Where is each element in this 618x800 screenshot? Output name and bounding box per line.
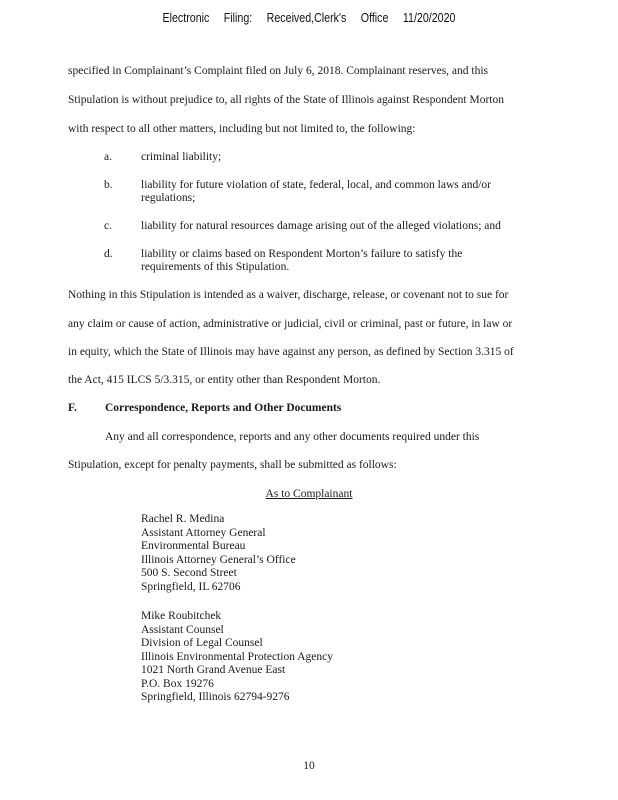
paragraph2-line: the Act, 415 ILCS 5/3.315, or entity other than Respondent Morton. [68,374,381,386]
stamp-filing: Filing: [223,10,253,25]
address-line: Illinois Environmental Protection Agency [141,650,333,663]
address-line: 500 S. Second Street [141,567,237,579]
complainant-heading: As to Complainant [265,488,353,500]
paragraph1-line: Stipulation is without prejudice to, all rights of the State of Illinois against Respondent Morton [68,94,504,106]
address-line: Assistant Counsel [141,623,224,636]
page-number: 10 [303,760,315,772]
section-number: F. [68,402,77,414]
electronic-filing-stamp [56,10,563,25]
address-line: Rachel R. Medina [141,513,225,525]
address-line: Environmental Bureau [141,540,246,552]
address-line: Illinois Attorney General’s Office [141,553,296,566]
list-item-text: liability for future violation of state, federal, local, and common laws and/or regulations; [141,179,492,204]
address-line: Division of Legal Counsel [141,637,263,649]
stamp-received: Received,Clerk's [266,10,347,25]
list-item-text: liability for natural resources damage arising out of the alleged violations; and [141,220,501,232]
paragraph2-line: any claim or cause of action, administrative or judicial, civil or criminal, past or future, in law or [68,318,513,330]
address-block-ag [141,513,296,594]
list-item-letter: c. [104,220,112,232]
paragraph1-line: with respect to all other matters, including but not limited to, the following: [68,123,416,135]
list-item-text: liability or claims based on Respondent Morton’s failure to satisfy the requirements of this Stipulation. [141,248,463,273]
stamp-office: Office [360,10,389,25]
address-line: Springfield, IL 62706 [141,580,241,593]
list-item-letter: d. [104,248,113,260]
address-block-iepa [141,610,333,705]
paragraph2-line: in equity, which the State of Illinois may have against any person, as defined by Section 3.315 of [68,346,514,358]
list-item-text: criminal liability; [141,151,222,163]
address-line: Springfield, Illinois 62794-9276 [141,691,290,703]
stamp-date: 11/20/2020 [402,10,456,25]
address-line: Assistant Attorney General [141,526,266,539]
paragraph3-line: Stipulation, except for penalty payments, shall be submitted as follows: [68,459,397,471]
paragraph3-line: Any and all correspondence, reports and any other documents required under this [105,431,480,443]
paragraph2-line: Nothing in this Stipulation is intended as a waiver, discharge, release, or covenant not to sue for [68,289,509,301]
address-line: Mike Roubitchek [141,610,222,622]
section-title: Correspondence, Reports and Other Documents [105,402,342,414]
address-line: 1021 North Grand Avenue East [141,664,286,676]
list-item-letter: b. [104,179,113,191]
paragraph1-line: specified in Complainant’s Complaint filed on July 6, 2018. Complainant reserves, and this [68,65,489,77]
list-item-letter: a. [104,151,112,163]
section-heading [68,402,341,414]
stamp-electronic: Electronic [162,10,210,25]
address-line: P.O. Box 19276 [141,677,214,690]
